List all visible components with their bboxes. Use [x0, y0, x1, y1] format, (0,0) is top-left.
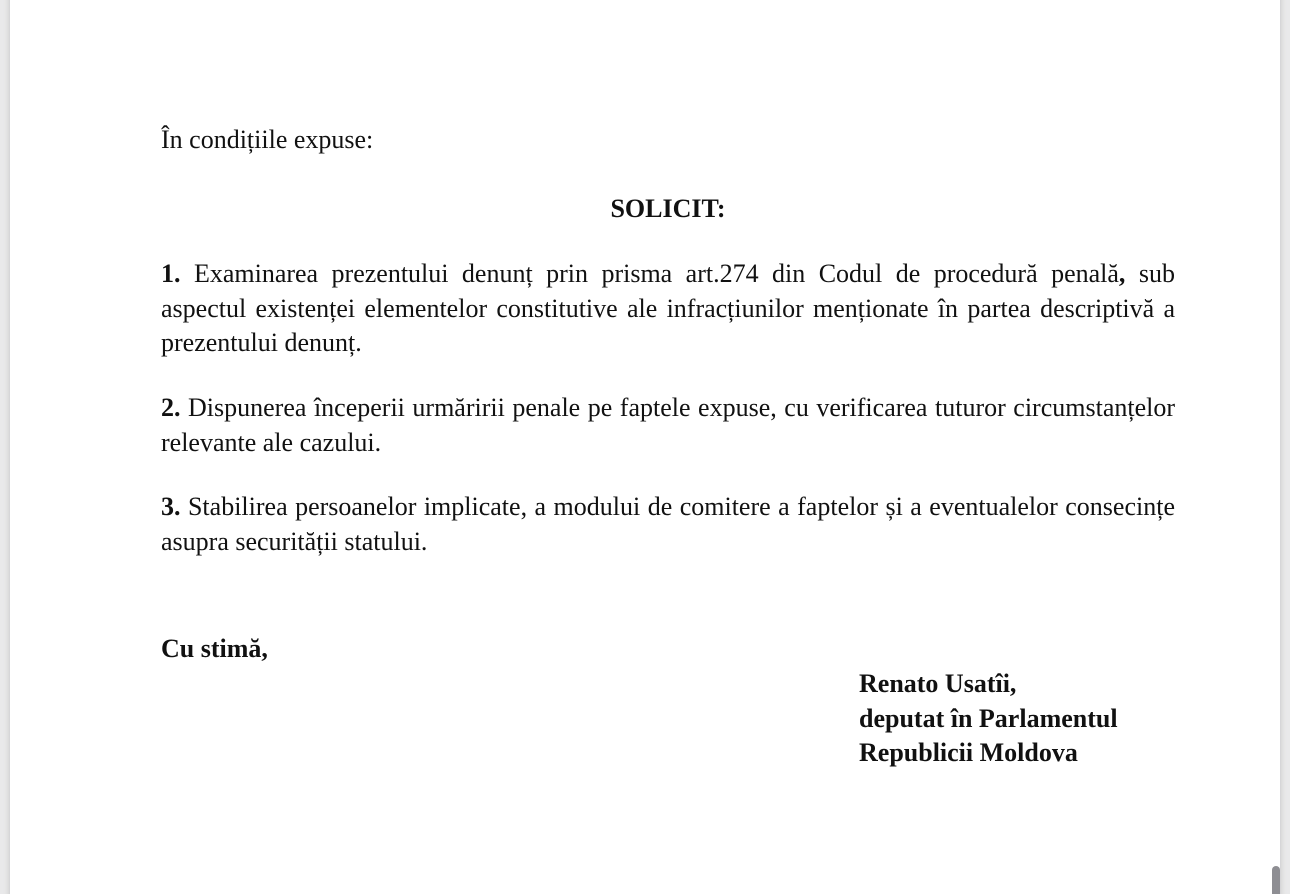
request-text: Examinarea prezentului denunț prin prisma art.274 din Codul de procedură penală: [180, 259, 1119, 288]
request-item-1: [161, 257, 1175, 361]
request-heading: SOLICIT:: [610, 194, 726, 223]
signatory-institution: Republicii Moldova: [859, 738, 1078, 767]
signatory-name: Renato Usatîi,: [859, 669, 1017, 698]
document-page: [10, 0, 1280, 894]
request-number: 2.: [161, 393, 181, 422]
intro-text: În condițiile expuse:: [161, 125, 374, 154]
request-text: Dispunerea începerii urmăririi penale pe faptele expuse, cu verificarea tuturor circumstanțelor relevante ale cazului.: [161, 393, 1175, 457]
closing-salutation: Cu stimă,: [161, 634, 268, 663]
request-text: Stabilirea persoanelor implicate, a modului de comitere a faptelor și a eventualelor consecințe asupra securității statului.: [161, 492, 1175, 556]
signature-block: [859, 667, 1118, 771]
vertical-scrollbar[interactable]: [1272, 866, 1280, 894]
request-item-2: [161, 391, 1175, 460]
request-item-3: [161, 490, 1175, 559]
request-text-bold-comma: ,: [1118, 259, 1126, 288]
request-text-continued: sub aspectul existenței elementelor constitutive ale infracțiunilor menționate în partea descriptivă a prezentului denunț.: [161, 259, 1175, 357]
signatory-title: deputat în Parlamentul: [859, 703, 1118, 733]
request-number: 3.: [161, 492, 181, 521]
request-number: 1.: [161, 259, 181, 288]
